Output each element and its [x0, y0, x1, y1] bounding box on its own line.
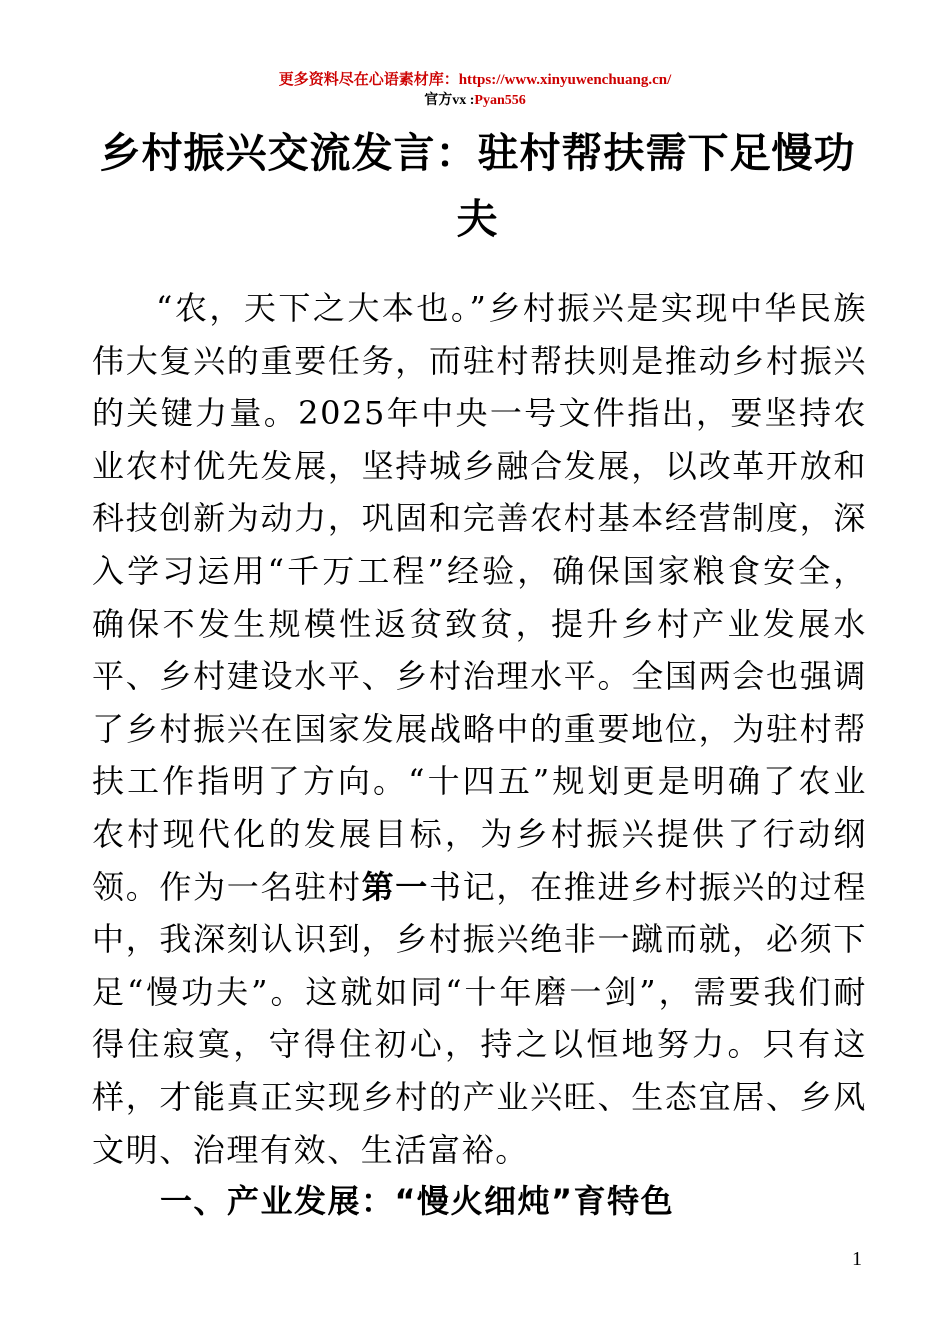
page-number: 1 — [852, 1248, 862, 1270]
official-id: Pyan556 — [474, 93, 526, 108]
section-heading: 一、产业发展：“慢火细炖”育特色 — [160, 1182, 675, 1220]
document-title: 乡村振兴交流发言：驻村帮扶需下足慢功夫 — [99, 129, 856, 243]
paragraph-text-b: 书记，在推进乡村振兴的过程中，我深刻认识到，乡村振兴绝非一蹴而就，必须下足“慢功夫”。这就如同“十年磨一剑”，需要我们耐得住寂寞，守得住初心，持之以恒地努力。只有这样，才能真正实现乡村的产业兴旺、生态宜居、乡风文明、治理有效、生活富裕。 — [92, 867, 867, 1169]
paragraph-bold-text: 第一 — [361, 867, 429, 906]
body-paragraph — [92, 282, 867, 1176]
promo-prefix: 更多资料尽在心语素材库： — [278, 72, 459, 88]
official-account-line — [0, 91, 950, 111]
paragraph-text-a: “农，天下之大本也。”乡村振兴是实现中华民族伟大复兴的重要任务，而驻村帮扶则是推动乡村振兴的关键力量。2025年中央一号文件指出，要坚持农业农村优先发展，坚持城乡融合发展，以改革开放和科技创新为动力，巩固和完善农村基本经营制度，深入学习运用“千万工程”经验，确保国家粮食安全，确保不发生规模性返贫致贫，提升乡村产业发展水平、乡村建设水平、乡村治理水平。全国两会也强调了乡村振兴在国家发展战略中的重要地位，为驻村帮扶工作指明了方向。“十四五”规划更是明确了农业农村现代化的发展目标，为乡村振兴提供了行动纲领。作为一名驻村 — [92, 289, 867, 906]
promo-url-link[interactable]: https://www.xinyuwenchuang.cn/ — [458, 72, 672, 88]
official-label: 官方vx : — [424, 93, 475, 108]
promo-line — [0, 70, 950, 90]
page-header — [0, 70, 950, 111]
